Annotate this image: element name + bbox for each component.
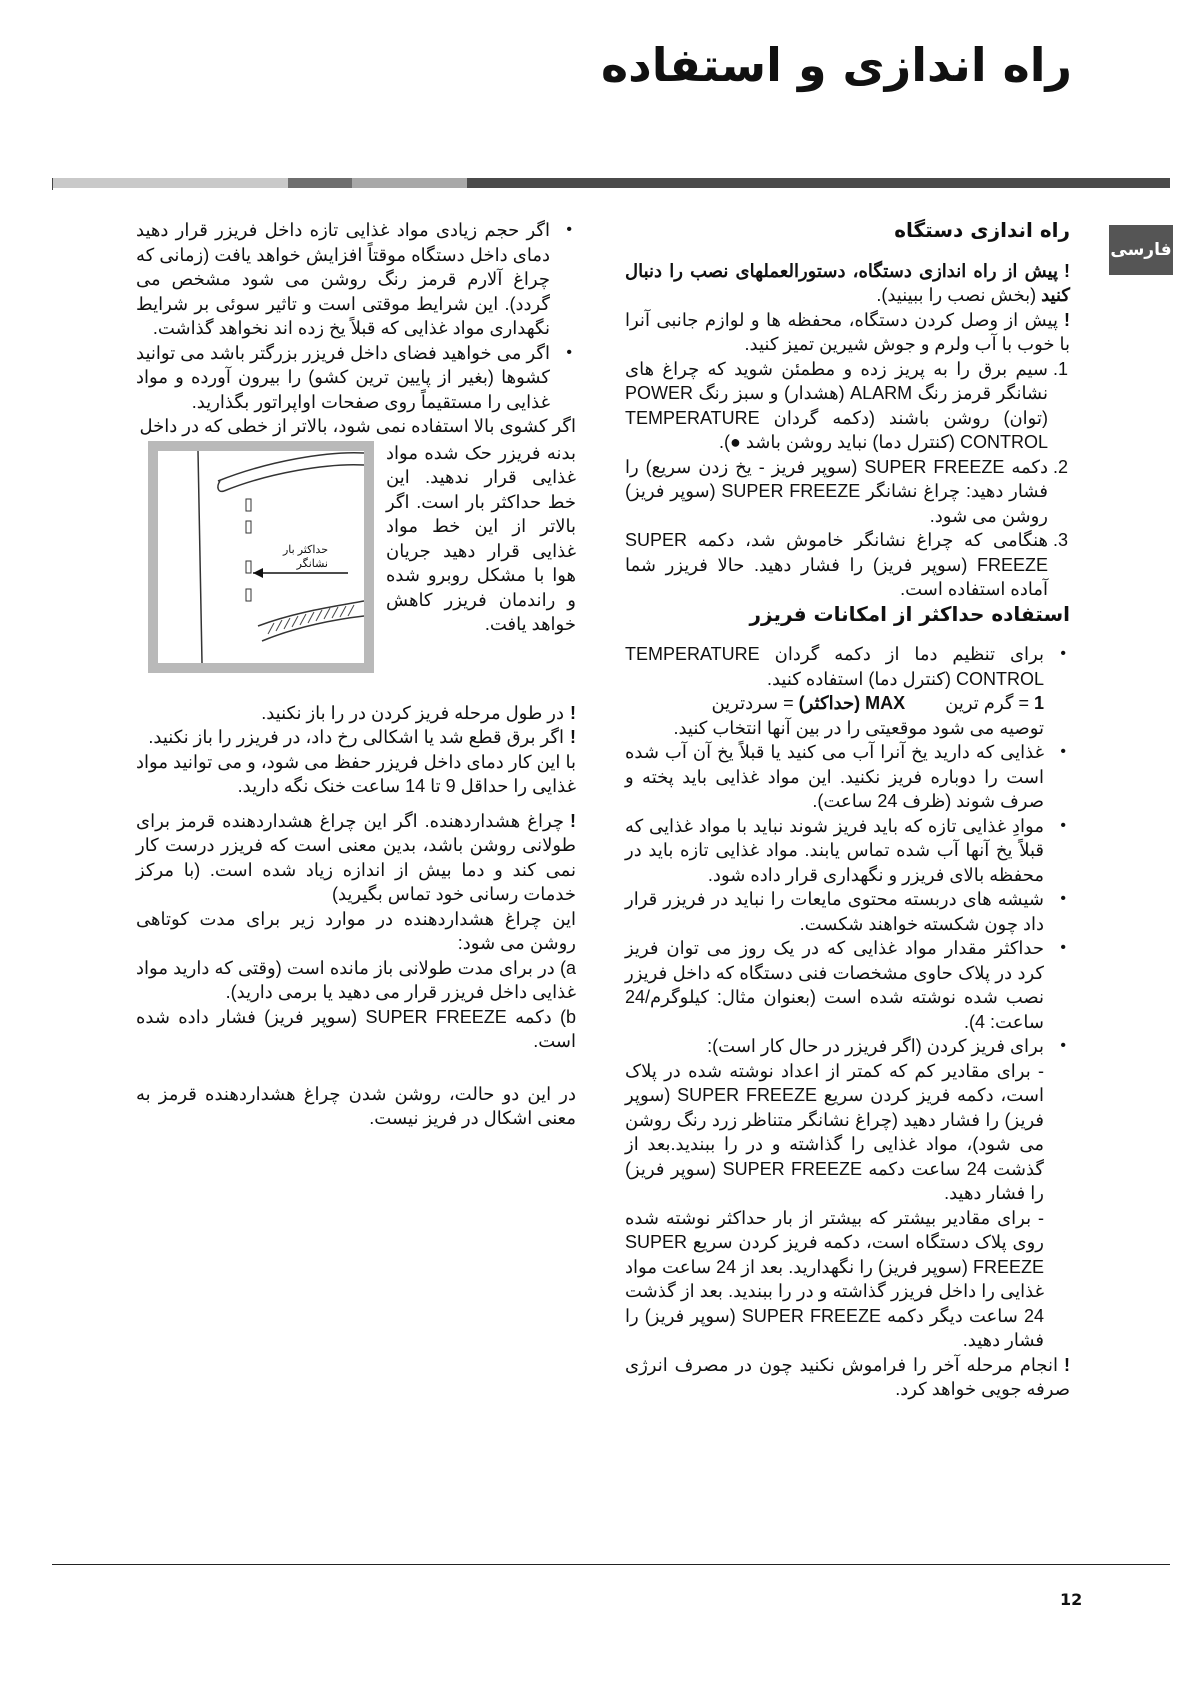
clean-warning (625, 308, 1070, 357)
list-item: • موادِ غذایی تازه که باید فریز شوند نباید با مواد غذایی که قبلاً یخ آنها آب شده تماس یابند. مواد غذایی تازه باید در محفظه بالای فریزر و نگهداری قرار داده شود. (625, 814, 1044, 888)
section-title-setup: راه اندازی دستگاه (894, 218, 1070, 242)
header-bar-segment (467, 178, 1170, 188)
max-load-text: بدنه فریزر حک شده مواد غذایی قرار ندهید. این خط حداکثر بار است. اگر بالاتر از این خط مواد غذایی قرار دهید جریان هوا با مشکل روبرو شده و راندمان فریزر کاهش خواهد یافت. (386, 442, 576, 634)
setup-step: 2. دکمه SUPER FREEZE (سوپر فریز - یخ زدن سریع) را فشار دهید: چراغ نشانگر SUPER FREEZE (سوپر فریز) روشن می شود. (625, 455, 1048, 529)
page-title: راه اندازی و استفاده (601, 38, 1072, 92)
warning-mark-icon: ! (1064, 1354, 1070, 1375)
footer-rule (52, 1564, 1170, 1565)
install-warning (625, 259, 1070, 308)
max-load-figure-row (136, 441, 576, 673)
freeze-large-amounts: - برای مقادیر بیشتر که بیشتر از بار حداکثر نوشته شده روی پلاک دستگاه است، دکمه فریز کردن سریع SUPER FREEZE (سوپر فریز) را نگهدارید. بعد از 24 ساعت مواد غذایی را داخل فریزر گذاشته و در را ببندید. بعد از گذشت 24 ساعت دیگر دکمه SUPER FREEZE (سوپر فریز) را فشار دهید. (625, 1207, 1045, 1350)
warning-mark-icon: ! (570, 702, 576, 723)
max-load-label: حداکثر بار نشانگر (282, 543, 328, 570)
temperature-advice: توصیه می شود موقعیتی را در بین آنها انتخاب کنید. (673, 717, 1044, 738)
clean-warning-text: پیش از وصل کردن دستگاه، محفظه ها و لوازم جانبی آنرا با خوب با آب ولرم و جوش شیرین تمیز کنید. (625, 309, 1070, 354)
setup-step: 1. سیم برق را به پریز زده و مطمئن شوید که چراغ های نشانگر قرمز رنگ ALARM (هشدار) و سبز رنگ POWER (توان) روشن باشند (دکمه گردان TEMPERATURE CONTROL (کنترل دما) نباید روشن باشد ●). (625, 357, 1048, 455)
energy-warning (625, 1353, 1070, 1402)
drawer-note: اگر کشوی بالا استفاده نمی شود، بالاتر از خطی که در داخل (139, 416, 576, 436)
list-item: • اگر حجم زیادی مواد غذایی تازه داخل فریزر قرار دهید دمای داخل دستگاه موقتاً افزایش خواهد یافت (زمانی که چراغ آلارم قرمز رنگ روشن می شود مشخص می گردد). این شرایط موقتی است و تاثیر سوئی بر شرایط نگهداری مواد غذایی که قبلاً یخ زده اند نخواهد گذاشت. (136, 218, 550, 341)
install-warning-bold: پیش از راه اندازی دستگاه، دستورالعملهای نصب را دنبال کنید (625, 260, 1070, 305)
header-bar-tick (52, 178, 53, 190)
freeze-small-amounts: - برای مقادیر کم که کمتر از اعداد نوشته شده در پلاک است، دکمه فریز کردن سریع SUPER FREEZE (سوپر فریز) را فشار دهید (چراغ نشانگر متناظر زرد رنگ روشن می شود)، مواد غذایی را گذاشته و در را ببندید.بعد از گذشت 24 ساعت دکمه SUPER FREEZE (سوپر فریز) را فشار دهید. (625, 1060, 1044, 1203)
list-item: • غذایی که دارید یخ آنرا آب می کنید یا قبلاً یخ آن آب شده است را دوباره فریز نکنید. این مواد غذایی باید پخته و صرف شوند (ظرف 24 ساعت). (625, 740, 1044, 814)
left-column (136, 218, 576, 1131)
setup-step: 3. هنگامی که چراغ نشانگر خاموش شد، دکمه SUPER FREEZE (سوپر فریز) را فشار دهید. حالا فریزر شما آماده استفاده است. (625, 528, 1048, 602)
usage-bullets (625, 642, 1070, 1353)
list-item: • حداکثر مقدار مواد غذایی که در یک روز می توان فریز کرد در پلاک حاوی مشخصات فنی دستگاه که داخل فریزر نصب شده نوشته شده است (بعنوان مثال: کیلوگرم/24 ساعت: 4). (625, 936, 1044, 1034)
section-title-usage: استفاده حداکثر از امکانات فریزر (749, 601, 1070, 626)
warning-mark-icon: ! (1064, 309, 1070, 330)
header-bar-segment (52, 178, 288, 188)
header-bar-segment (352, 178, 467, 188)
list-item (625, 642, 1044, 740)
alarm-case-a: a) در برای مدت طولانی باز مانده است (وقتی که دارید مواد غذایی داخل فریزر قرار می دهید یا برمی دارید). (136, 957, 576, 1002)
max-load-illustration (148, 441, 374, 673)
power-failure-warning: !اگر برق قطع شد یا اشکالی رخ داد، در فریزر را باز نکنید. (148, 727, 576, 747)
header-bar (52, 178, 1170, 188)
temperature-intro: برای تنظیم دما از دکمه گردان TEMPERATURE CONTROL (کنترل دما) استفاده کنید. (625, 644, 1044, 689)
language-tab: فارسی (1109, 225, 1173, 275)
warning-mark-icon: ! (1064, 260, 1070, 281)
alarm-closing: در این دو حالت، روشن شدن چراغ هشداردهنده قرمز به معنی اشکال در فریز نیست. (136, 1083, 576, 1128)
install-warning-rest: (بخش نصب را ببینید). (876, 285, 1042, 305)
door-warning: !در طول مرحله فریز کردن در را باز نکنید. (261, 702, 576, 723)
power-failure-note: با این کار دمای داخل فریزر حفظ می شود، و می توانید مواد غذایی را حداقل 9 تا 14 ساعت خنک نگه دارید. (136, 751, 576, 796)
list-item (625, 1034, 1044, 1353)
alarm-case-b: b) دکمه SUPER FREEZE (سوپر فریز) فشار داده شده است. (136, 1006, 576, 1051)
temperature-scale: 1 = گرم ترین MAX (حداکثر) = سردترین (711, 693, 1044, 713)
tips-bullets (136, 218, 576, 414)
list-item: • شیشه های دربسته محتوی مایعات را نباید در فریزر قرار داد چون شکسته خواهند شکست. (625, 887, 1044, 936)
header-bar-segment (288, 178, 352, 188)
freeze-intro: برای فریز کردن (اگر فریزر در حال کار است): (707, 1036, 1044, 1056)
freezer-interior-drawing (158, 451, 364, 663)
list-item: • اگر می خواهید فضای داخل فریزر بزرگتر باشد می توانید کشوها (بغیر از پایین ترین کشو) را بیرون آورده و مواد غذایی را مستقیماً روی صفحات اواپراتور بگذارید. (136, 341, 550, 415)
alarm-light-warning: !چراغ هشداردهنده. اگر این چراغ هشداردهنده قرمز برای طولانی روشن باشد، بدین معنی است که فریزر درست کار نمی کند و دما بیش از اندازه زیاد شده است. (با مرکز خدمات رسانی خود تماس بگیرید) (136, 810, 576, 904)
alarm-intro: این چراغ هشداردهنده در موارد زیر برای مدت کوتاهی روشن می شود: (136, 908, 576, 953)
warning-mark-icon: ! (570, 727, 576, 747)
page-number: 12 (1060, 1590, 1083, 1609)
setup-steps (625, 357, 1070, 602)
energy-warning-text: انجام مرحله آخر را فراموش نکنید چون در مصرف انرژی صرفه جویی خواهد کرد. (625, 1354, 1070, 1399)
warning-mark-icon: ! (570, 810, 576, 831)
right-column (625, 218, 1070, 1402)
